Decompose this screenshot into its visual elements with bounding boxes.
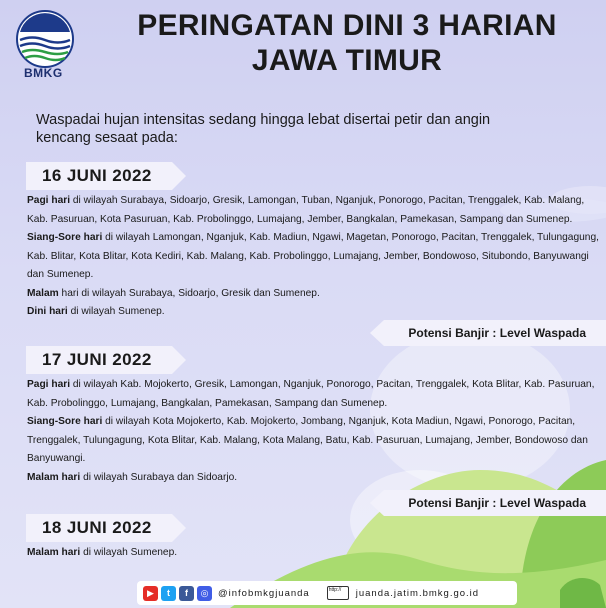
entry: Siang-Sore hari di wilayah Kota Mojokerto, Kab. Mojokerto, Jombang, Nganjuk, Kota Madiun, Ngawi, Ponorogo, Pacitan, Trenggalek, Tulungagung, Kota Blitar, Kab. Malang, Kota Malang, Batu, Kab. Pasuruan, Lumajang, Jember, Bondowoso dan Banyuwangi. xyxy=(27,416,588,464)
entry: Siang-Sore hari di wilayah Lamongan, Nganjuk, Kab. Madiun, Ngawi, Magetan, Ponorogo, Pacitan, Trenggalek, Tulungagung, Kab. Blitar, Kota Blitar, Kota Kediri, Kab. Malang, Kab. Probolinggo, Lumajang, Jember, Bondowoso, Situbondo, Banyuwangi dan Sumenep. xyxy=(27,232,599,280)
logo-label: BMKG xyxy=(24,66,63,80)
entry: Malam hari di wilayah Sumenep. xyxy=(27,547,178,558)
date-banner-16-juni: 16 JUNI 2022 xyxy=(26,162,172,190)
entry: Pagi hari di wilayah Surabaya, Sidoarjo, Gresik, Lamongan, Tuban, Nganjuk, Ponorogo, Pacitan, Trenggalek, Kab. Malang, Kab. Pasuruan, Kota Pasuruan, Kab. Probolinggo, Lumajang, Jember, Bangkalan, Pamekasan, Sampang dan Sumenep. xyxy=(27,195,585,225)
entry: Malam hari di wilayah Surabaya, Sidoarjo, Gresik dan Sumenep. xyxy=(27,287,320,299)
day-17-section xyxy=(27,376,605,487)
date-banner-18-juni: 18 JUNI 2022 xyxy=(26,514,172,542)
website-link[interactable]: juanda.jatim.bmkg.go.id xyxy=(355,587,480,599)
twitter-icon[interactable]: t xyxy=(161,586,176,601)
title-line-2: JAWA TIMUR xyxy=(251,44,443,77)
potensi-banjir-16: Potensi Banjir : Level Waspada xyxy=(384,320,606,346)
entry: Dini hari di wilayah Sumenep. xyxy=(27,306,165,317)
potensi-banjir-17: Potensi Banjir : Level Waspada xyxy=(384,490,606,516)
date-banner-17-juni: 17 JUNI 2022 xyxy=(26,346,172,374)
youtube-icon[interactable]: ▶ xyxy=(143,586,158,601)
browser-url-icon: http:// xyxy=(327,586,349,600)
entry: Malam hari di wilayah Surabaya dan Sidoarjo. xyxy=(27,471,238,483)
social-handle[interactable]: @infobmkgjuanda xyxy=(218,587,310,599)
instagram-icon[interactable]: ◎ xyxy=(197,586,212,601)
day-18-section xyxy=(27,544,605,563)
page-title xyxy=(92,8,602,78)
footer-bar xyxy=(137,581,517,605)
day-16-section xyxy=(27,192,605,322)
title-line-1: PERINGATAN DINI 3 HARIAN xyxy=(137,9,557,42)
intro-text: Waspadai hujan intensitas sedang hingga lebat disertai petir dan angin kencang sesaat pada: xyxy=(36,112,491,146)
facebook-icon[interactable]: f xyxy=(179,586,194,601)
entry: Pagi hari di wilayah Kab. Mojokerto, Gresik, Lamongan, Nganjuk, Ponorogo, Pacitan, Trenggalek, Kota Blitar, Kab. Pasuruan, Kab. Probolinggo, Lumajang, Bangkalan, Pamekasan, Sampang dan Sumenep. xyxy=(27,379,595,409)
